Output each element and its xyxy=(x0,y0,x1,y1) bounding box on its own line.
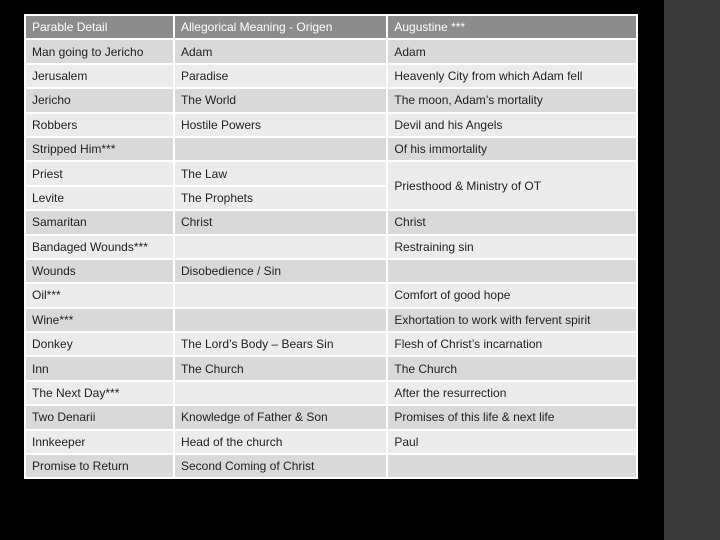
table-row xyxy=(26,211,636,233)
cell-detail: Levite xyxy=(26,187,173,209)
cell-detail: Jerusalem xyxy=(26,65,173,87)
cell-detail: Jericho xyxy=(26,89,173,111)
table-row xyxy=(26,455,636,477)
cell-origen: The Law xyxy=(175,162,386,184)
cell-augustine: Adam xyxy=(388,40,636,62)
cell-origen: The Prophets xyxy=(175,187,386,209)
header-origen: Allegorical Meaning - Origen xyxy=(175,16,386,38)
cell-origen: Adam xyxy=(175,40,386,62)
table-row xyxy=(26,89,636,111)
cell-origen: Disobedience / Sin xyxy=(175,260,386,282)
table-row xyxy=(26,260,636,282)
table-row xyxy=(26,333,636,355)
cell-augustine: Of his immortality xyxy=(388,138,636,160)
cell-detail: Bandaged Wounds*** xyxy=(26,236,173,258)
table-row xyxy=(26,114,636,136)
cell-augustine xyxy=(388,260,636,282)
cell-origen xyxy=(175,284,386,306)
cell-origen: Second Coming of Christ xyxy=(175,455,386,477)
cell-augustine: Comfort of good hope xyxy=(388,284,636,306)
cell-origen: The Lord’s Body – Bears Sin xyxy=(175,333,386,355)
header-parable-detail: Parable Detail xyxy=(26,16,173,38)
cell-augustine: Christ xyxy=(388,211,636,233)
cell-detail: Stripped Him*** xyxy=(26,138,173,160)
cell-augustine: Exhortation to work with fervent spirit xyxy=(388,309,636,331)
cell-origen: The Church xyxy=(175,357,386,379)
table-row xyxy=(26,284,636,306)
cell-detail: Man going to Jericho xyxy=(26,40,173,62)
cell-detail: Robbers xyxy=(26,114,173,136)
table-row xyxy=(26,138,636,160)
table-row xyxy=(26,357,636,379)
header-row xyxy=(26,16,636,38)
cell-detail: Samaritan xyxy=(26,211,173,233)
cell-detail: Wounds xyxy=(26,260,173,282)
cell-augustine: The moon, Adam’s mortality xyxy=(388,89,636,111)
cell-origen: Hostile Powers xyxy=(175,114,386,136)
cell-detail: Wine*** xyxy=(26,309,173,331)
table-row xyxy=(26,236,636,258)
cell-augustine-merged: Priesthood & Ministry of OT xyxy=(388,162,636,209)
table-row xyxy=(26,431,636,453)
cell-augustine: Flesh of Christ’s incarnation xyxy=(388,333,636,355)
cell-augustine: Paul xyxy=(388,431,636,453)
cell-origen xyxy=(175,236,386,258)
cell-detail: Innkeeper xyxy=(26,431,173,453)
cell-origen xyxy=(175,382,386,404)
cell-origen: Christ xyxy=(175,211,386,233)
table-row xyxy=(26,382,636,404)
cell-augustine xyxy=(388,455,636,477)
cell-origen: The World xyxy=(175,89,386,111)
parable-table xyxy=(24,14,638,479)
cell-augustine: Heavenly City from which Adam fell xyxy=(388,65,636,87)
table-row xyxy=(26,65,636,87)
cell-origen xyxy=(175,309,386,331)
table-row xyxy=(26,406,636,428)
cell-origen xyxy=(175,138,386,160)
cell-detail: Two Denarii xyxy=(26,406,173,428)
cell-augustine: Restraining sin xyxy=(388,236,636,258)
cell-detail: Priest xyxy=(26,162,173,184)
table-row xyxy=(26,309,636,331)
cell-origen: Knowledge of Father & Son xyxy=(175,406,386,428)
cell-detail: Promise to Return xyxy=(26,455,173,477)
cell-augustine: The Church xyxy=(388,357,636,379)
cell-augustine: After the resurrection xyxy=(388,382,636,404)
cell-augustine: Devil and his Angels xyxy=(388,114,636,136)
table-row xyxy=(26,162,636,184)
table-row xyxy=(26,40,636,62)
header-augustine: Augustine *** xyxy=(388,16,636,38)
cell-origen: Head of the church xyxy=(175,431,386,453)
cell-detail: Donkey xyxy=(26,333,173,355)
cell-detail: Oil*** xyxy=(26,284,173,306)
cell-detail: Inn xyxy=(26,357,173,379)
side-panel xyxy=(664,0,720,540)
cell-augustine: Promises of this life & next life xyxy=(388,406,636,428)
cell-detail: The Next Day*** xyxy=(26,382,173,404)
cell-origen: Paradise xyxy=(175,65,386,87)
